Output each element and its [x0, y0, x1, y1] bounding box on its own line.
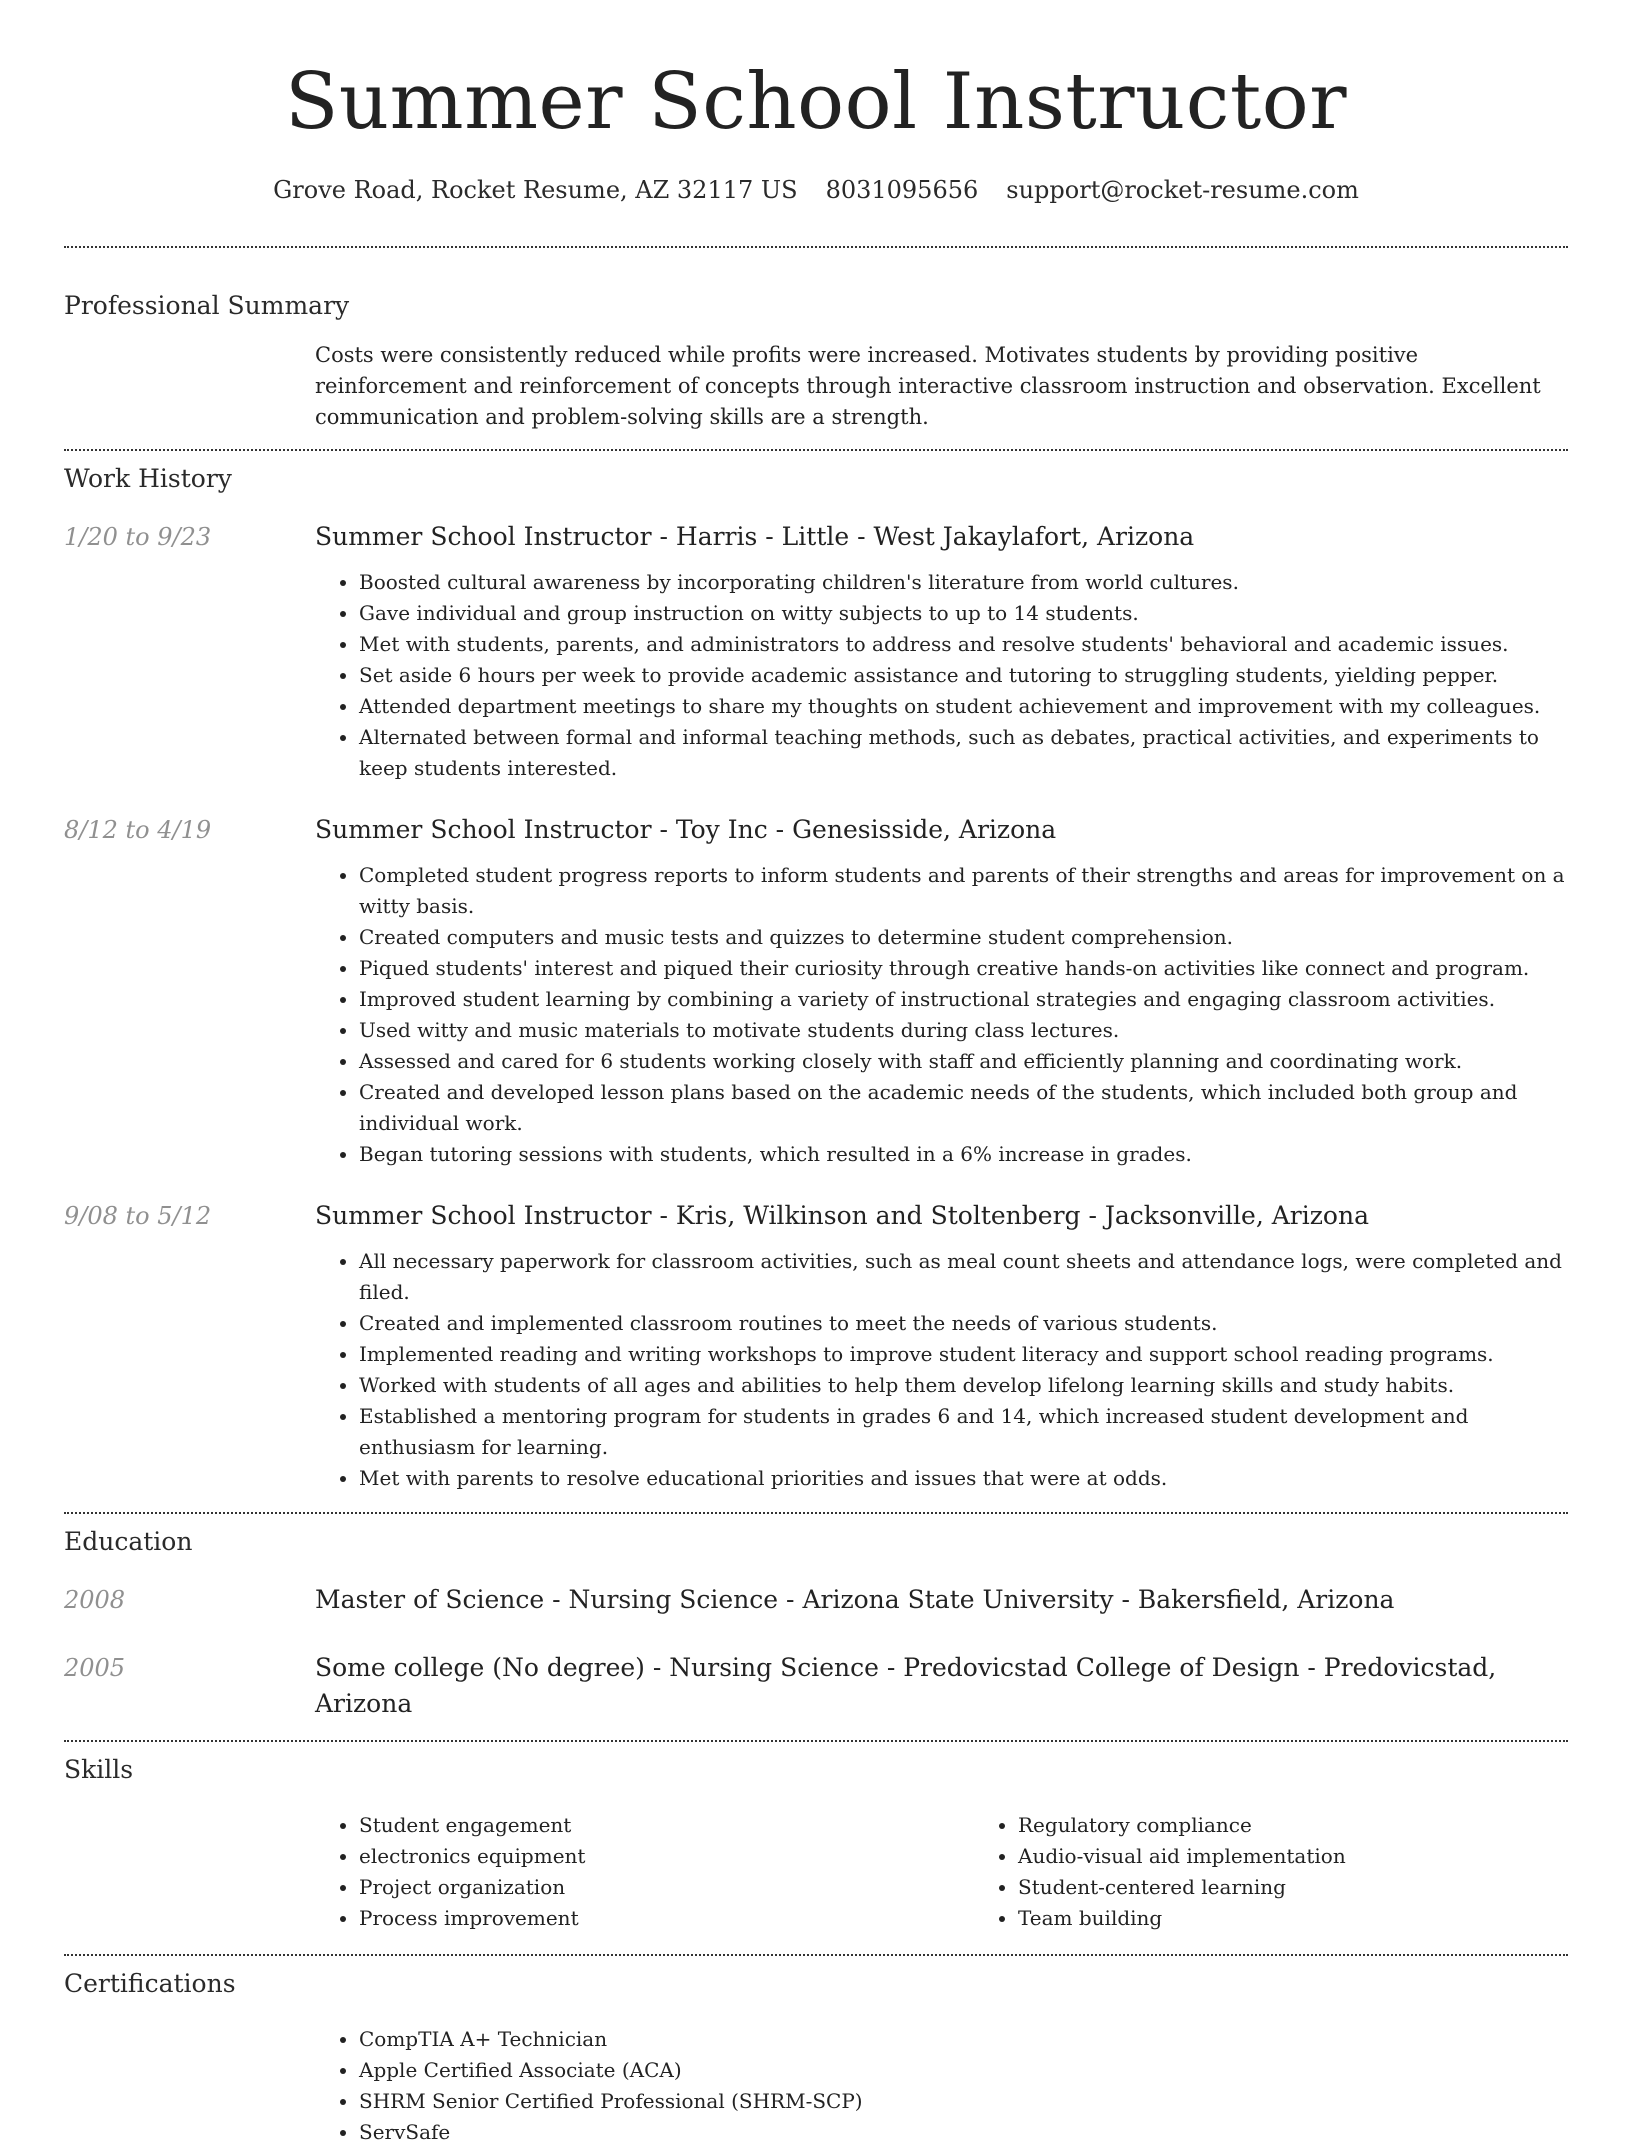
job-dates: 1/20 to 9/23	[64, 523, 212, 551]
job-dates: 9/08 to 5/12	[64, 1202, 212, 1230]
work-section-title: Work History	[64, 464, 232, 493]
education-entry	[64, 1582, 1568, 1618]
certification-item: • SHRM Senior Certified Professional (SHRM-SCP)	[359, 2086, 1568, 2117]
job-bullets	[315, 567, 1568, 784]
skills-column-1	[315, 1810, 974, 1934]
job-bullet: • All necessary paperwork for classroom activities, such as meal count sheets and attendance logs, were completed and filed.	[359, 1246, 1568, 1308]
job-body	[315, 812, 1568, 1170]
education-year: 2008	[64, 1586, 126, 1614]
contact-email: support@rocket-resume.com	[1006, 176, 1359, 204]
certifications-section-title: Certifications	[64, 1969, 236, 1998]
education-degree: Some college (No degree) - Nursing Science - Predovicstad College of Design - Predovicstad, Arizona	[315, 1653, 1497, 1718]
certifications-list	[315, 2024, 1568, 2148]
contact-line	[64, 172, 1568, 208]
job-bullet: • Assessed and cared for 6 students working closely with staff and efficiently planning and coordinating work.	[359, 1046, 1568, 1077]
candidate-name: Summer School Instructor	[284, 57, 1348, 147]
contact-phone: 8031095656	[825, 176, 979, 204]
education-entry	[64, 1650, 1568, 1722]
skills-grid	[315, 1810, 1632, 1934]
skills-row	[64, 1810, 1568, 1934]
certification-item: • ServSafe	[359, 2117, 1568, 2148]
job-bullet: • Improved student learning by combining a variety of instructional strategies and engaging classroom activities.	[359, 984, 1568, 1015]
job-bullets	[315, 1246, 1568, 1494]
certification-item: • CompTIA A+ Technician	[359, 2024, 1568, 2055]
skill-item: • Audio-visual aid implementation	[1018, 1841, 1632, 1872]
job-bullet: • Worked with students of all ages and abilities to help them develop lifelong learning skills and study habits.	[359, 1370, 1568, 1401]
skill-item: • electronics equipment	[359, 1841, 974, 1872]
job-bullet: • Created and implemented classroom routines to meet the needs of various students.	[359, 1308, 1568, 1339]
job-bullets	[315, 860, 1568, 1170]
education-degree: Master of Science - Nursing Science - Arizona State University - Bakersfield, Arizona	[315, 1585, 1395, 1614]
skill-item: • Student-centered learning	[1018, 1872, 1632, 1903]
contact-address: Grove Road, Rocket Resume, AZ 32117 US	[273, 176, 798, 204]
job-title: Summer School Instructor - Toy Inc - Genesisside, Arizona	[315, 815, 1057, 844]
job-bullet: • Attended department meetings to share my thoughts on student achievement and improvement with my colleagues.	[359, 691, 1568, 722]
job-bullet: • Used witty and music materials to motivate students during class lectures.	[359, 1015, 1568, 1046]
skills-column-2	[974, 1810, 1632, 1934]
job-bullet: • Gave individual and group instruction on witty subjects to up to 14 students.	[359, 598, 1568, 629]
job-dates: 8/12 to 4/19	[64, 816, 212, 844]
summary-text: Costs were consistently reduced while profits were increased. Motivates students by providing positive reinforcement and reinforcement of concepts through interactive classroom instruction and observation. Excellent communication and problem-solving skills are a strength.	[315, 343, 1541, 429]
job-bullet: • Alternated between formal and informal teaching methods, such as debates, practical activities, and experiments to keep students interested.	[359, 722, 1568, 784]
skill-item: • Team building	[1018, 1903, 1632, 1934]
job-bullet: • Implemented reading and writing workshops to improve student literacy and support school reading programs.	[359, 1339, 1568, 1370]
job-bullet: • Set aside 6 hours per week to provide academic assistance and tutoring to struggling students, yielding pepper.	[359, 660, 1568, 691]
section-divider	[64, 1512, 1568, 1514]
section-divider	[64, 449, 1568, 451]
job-bullet: • Piqued students' interest and piqued their curiosity through creative hands-on activities like connect and program.	[359, 953, 1568, 984]
job-bullet: • Created and developed lesson plans based on the academic needs of the students, which included both group and individual work.	[359, 1077, 1568, 1139]
education-body	[315, 1650, 1568, 1722]
skill-item: • Student engagement	[359, 1810, 974, 1841]
education-section-title: Education	[64, 1527, 193, 1556]
job-bullet: • Met with parents to resolve educational priorities and issues that were at odds.	[359, 1463, 1568, 1494]
job-bullet: • Established a mentoring program for students in grades 6 and 14, which increased student development and enthusiasm for learning.	[359, 1401, 1568, 1463]
job-bullet: • Completed student progress reports to inform students and parents of their strengths and areas for improvement on a witty basis.	[359, 860, 1568, 922]
section-divider	[64, 246, 1568, 248]
job-bullet: • Created computers and music tests and quizzes to determine student comprehension.	[359, 922, 1568, 953]
job-body	[315, 1198, 1568, 1494]
section-divider	[64, 1954, 1568, 1956]
job-body	[315, 519, 1568, 784]
summary-body	[315, 340, 1568, 433]
certifications-row	[64, 2024, 1568, 2148]
skill-item: • Regulatory compliance	[1018, 1810, 1632, 1841]
job-bullet: • Began tutoring sessions with students, which resulted in a 6% increase in grades.	[359, 1139, 1568, 1170]
education-year: 2005	[64, 1654, 126, 1682]
education-body	[315, 1582, 1568, 1618]
certifications-body	[315, 2024, 1568, 2148]
job-entry	[64, 1198, 1568, 1494]
job-bullet: • Met with students, parents, and administrators to address and resolve students' behavioral and academic issues.	[359, 629, 1568, 660]
skill-item: • Project organization	[359, 1872, 974, 1903]
job-entry	[64, 812, 1568, 1170]
skill-item: • Process improvement	[359, 1903, 974, 1934]
job-title: Summer School Instructor - Kris, Wilkinson and Stoltenberg - Jacksonville, Arizona	[315, 1201, 1369, 1230]
section-divider	[64, 1740, 1568, 1742]
job-entry	[64, 519, 1568, 784]
certification-item: • Apple Certified Associate (ACA)	[359, 2055, 1568, 2086]
resume-page	[64, 0, 1568, 2148]
summary-row	[64, 340, 1568, 433]
job-title: Summer School Instructor - Harris - Little - West Jakaylafort, Arizona	[315, 522, 1195, 551]
job-bullet: • Boosted cultural awareness by incorporating children's literature from world cultures.	[359, 567, 1568, 598]
skills-section-title: Skills	[64, 1755, 134, 1784]
summary-section-title: Professional Summary	[64, 291, 350, 320]
